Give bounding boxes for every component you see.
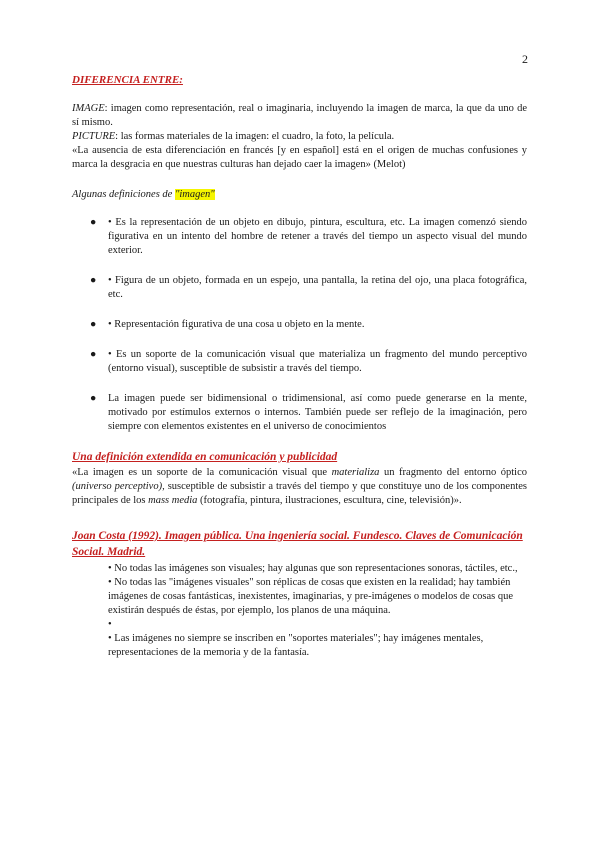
text-run-italic: mass media (148, 495, 198, 506)
bullet-icon: ● (90, 217, 97, 228)
bullet-icon: ● (90, 393, 97, 404)
picture-definition (72, 130, 527, 144)
list-item (72, 274, 527, 302)
definitions-block (72, 102, 527, 172)
costa-note: • No todas las "imágenes visuales" son réplicas de cosas que existen en la realidad; hay también imágenes de cosas fantásticas, inexistentes, imaginarias, y pre-imágenes o modelos de cosas que existirán después de éstas, por ejemplo, los planos de una máquina. (108, 577, 513, 616)
section-title-diferencia: DIFERENCIA ENTRE: (72, 74, 183, 86)
bullet-icon: ● (90, 275, 97, 286)
section-title-publicidad: Una definición extendida en comunicación y publicidad (72, 451, 338, 463)
text-run-italic: materializa (331, 467, 380, 478)
subtitle-prefix: Algunas definiciones de (72, 189, 175, 200)
highlighted-term: "imagen" (174, 189, 215, 200)
list-item (72, 216, 527, 258)
page-number: 2 (522, 52, 528, 66)
list-item-text: • Es un soporte de la comunicación visual que materializa un fragmento del mundo perceptivo (entorno visual), susceptible de subsistir a través del tiempo. (108, 349, 527, 374)
definitions-subtitle (72, 188, 527, 202)
list-item-text: • Representación figurativa de una cosa u objeto en la mente. (108, 319, 365, 330)
costa-note: • No todas las imágenes son visuales; hay algunas que son representaciones sonoras, táctiles, etc., (108, 563, 518, 574)
list-item (72, 348, 527, 376)
costa-note: • Las imágenes no siempre se inscriben en "soportes materiales"; hay imágenes mentales, representaciones de la memoria y de la fantasía. (108, 633, 484, 658)
section-title-costa: Joan Costa (1992). Imagen pública. Una ingeniería social. Fundesco. Claves de Comunicación Social. Madrid. (72, 530, 523, 558)
text-run: susceptible de subsistir a través del tiempo y que constituye uno de los componentes principales de los (72, 481, 527, 506)
publicidad-definition (72, 466, 527, 508)
text-run-italic: (universo perceptivo), (72, 481, 165, 492)
melot-quote: «La ausencia de esta diferenciación en francés [y en español] está en el origen de muchas confusiones y marca la desgracia en que nuestras culturas han dejado caer la imagen» (Melot) (72, 145, 527, 170)
definitions-list (72, 216, 527, 434)
image-def-text: : imagen como representación, real o imaginaria, incluyendo la imagen de marca, la que da uno de sí mismo. (72, 103, 527, 128)
image-term: IMAGE (72, 103, 105, 114)
list-item (72, 318, 527, 332)
costa-notes (72, 562, 527, 660)
list-item-text: • Figura de un objeto, formada en un espejo, una pantalla, la retina del ojo, una placa fotográfica, etc. (108, 275, 527, 300)
text-run: «La imagen es un soporte de la comunicación visual que (72, 467, 332, 478)
bullet-icon: ● (90, 349, 97, 360)
text-run: un fragmento del entorno óptico (379, 467, 527, 478)
picture-def-text: : las formas materiales de la imagen: el cuadro, la foto, la película. (115, 131, 395, 142)
picture-term: PICTURE (72, 131, 116, 142)
list-item-text: • Es la representación de un objeto en dibujo, pintura, escultura, etc. La imagen comenzó siendo figurativa en un intento del hombre de retener a través del tiempo un aspecto visual del mundo exterior. (108, 217, 527, 256)
image-definition (72, 102, 527, 130)
costa-note: • (108, 619, 112, 630)
bullet-icon: ● (90, 319, 97, 330)
list-item (72, 392, 527, 434)
document-body (72, 73, 527, 660)
list-item-text: La imagen puede ser bidimensional o tridimensional, así como puede generarse en la mente, motivado por estímulos externos o internos. También puede ser reflejo de la imaginación, pero siempre con elementos existentes en el universo de conocimientos (108, 393, 527, 432)
text-run: (fotografía, pintura, ilustraciones, escultura, cine, televisión)». (197, 495, 462, 506)
